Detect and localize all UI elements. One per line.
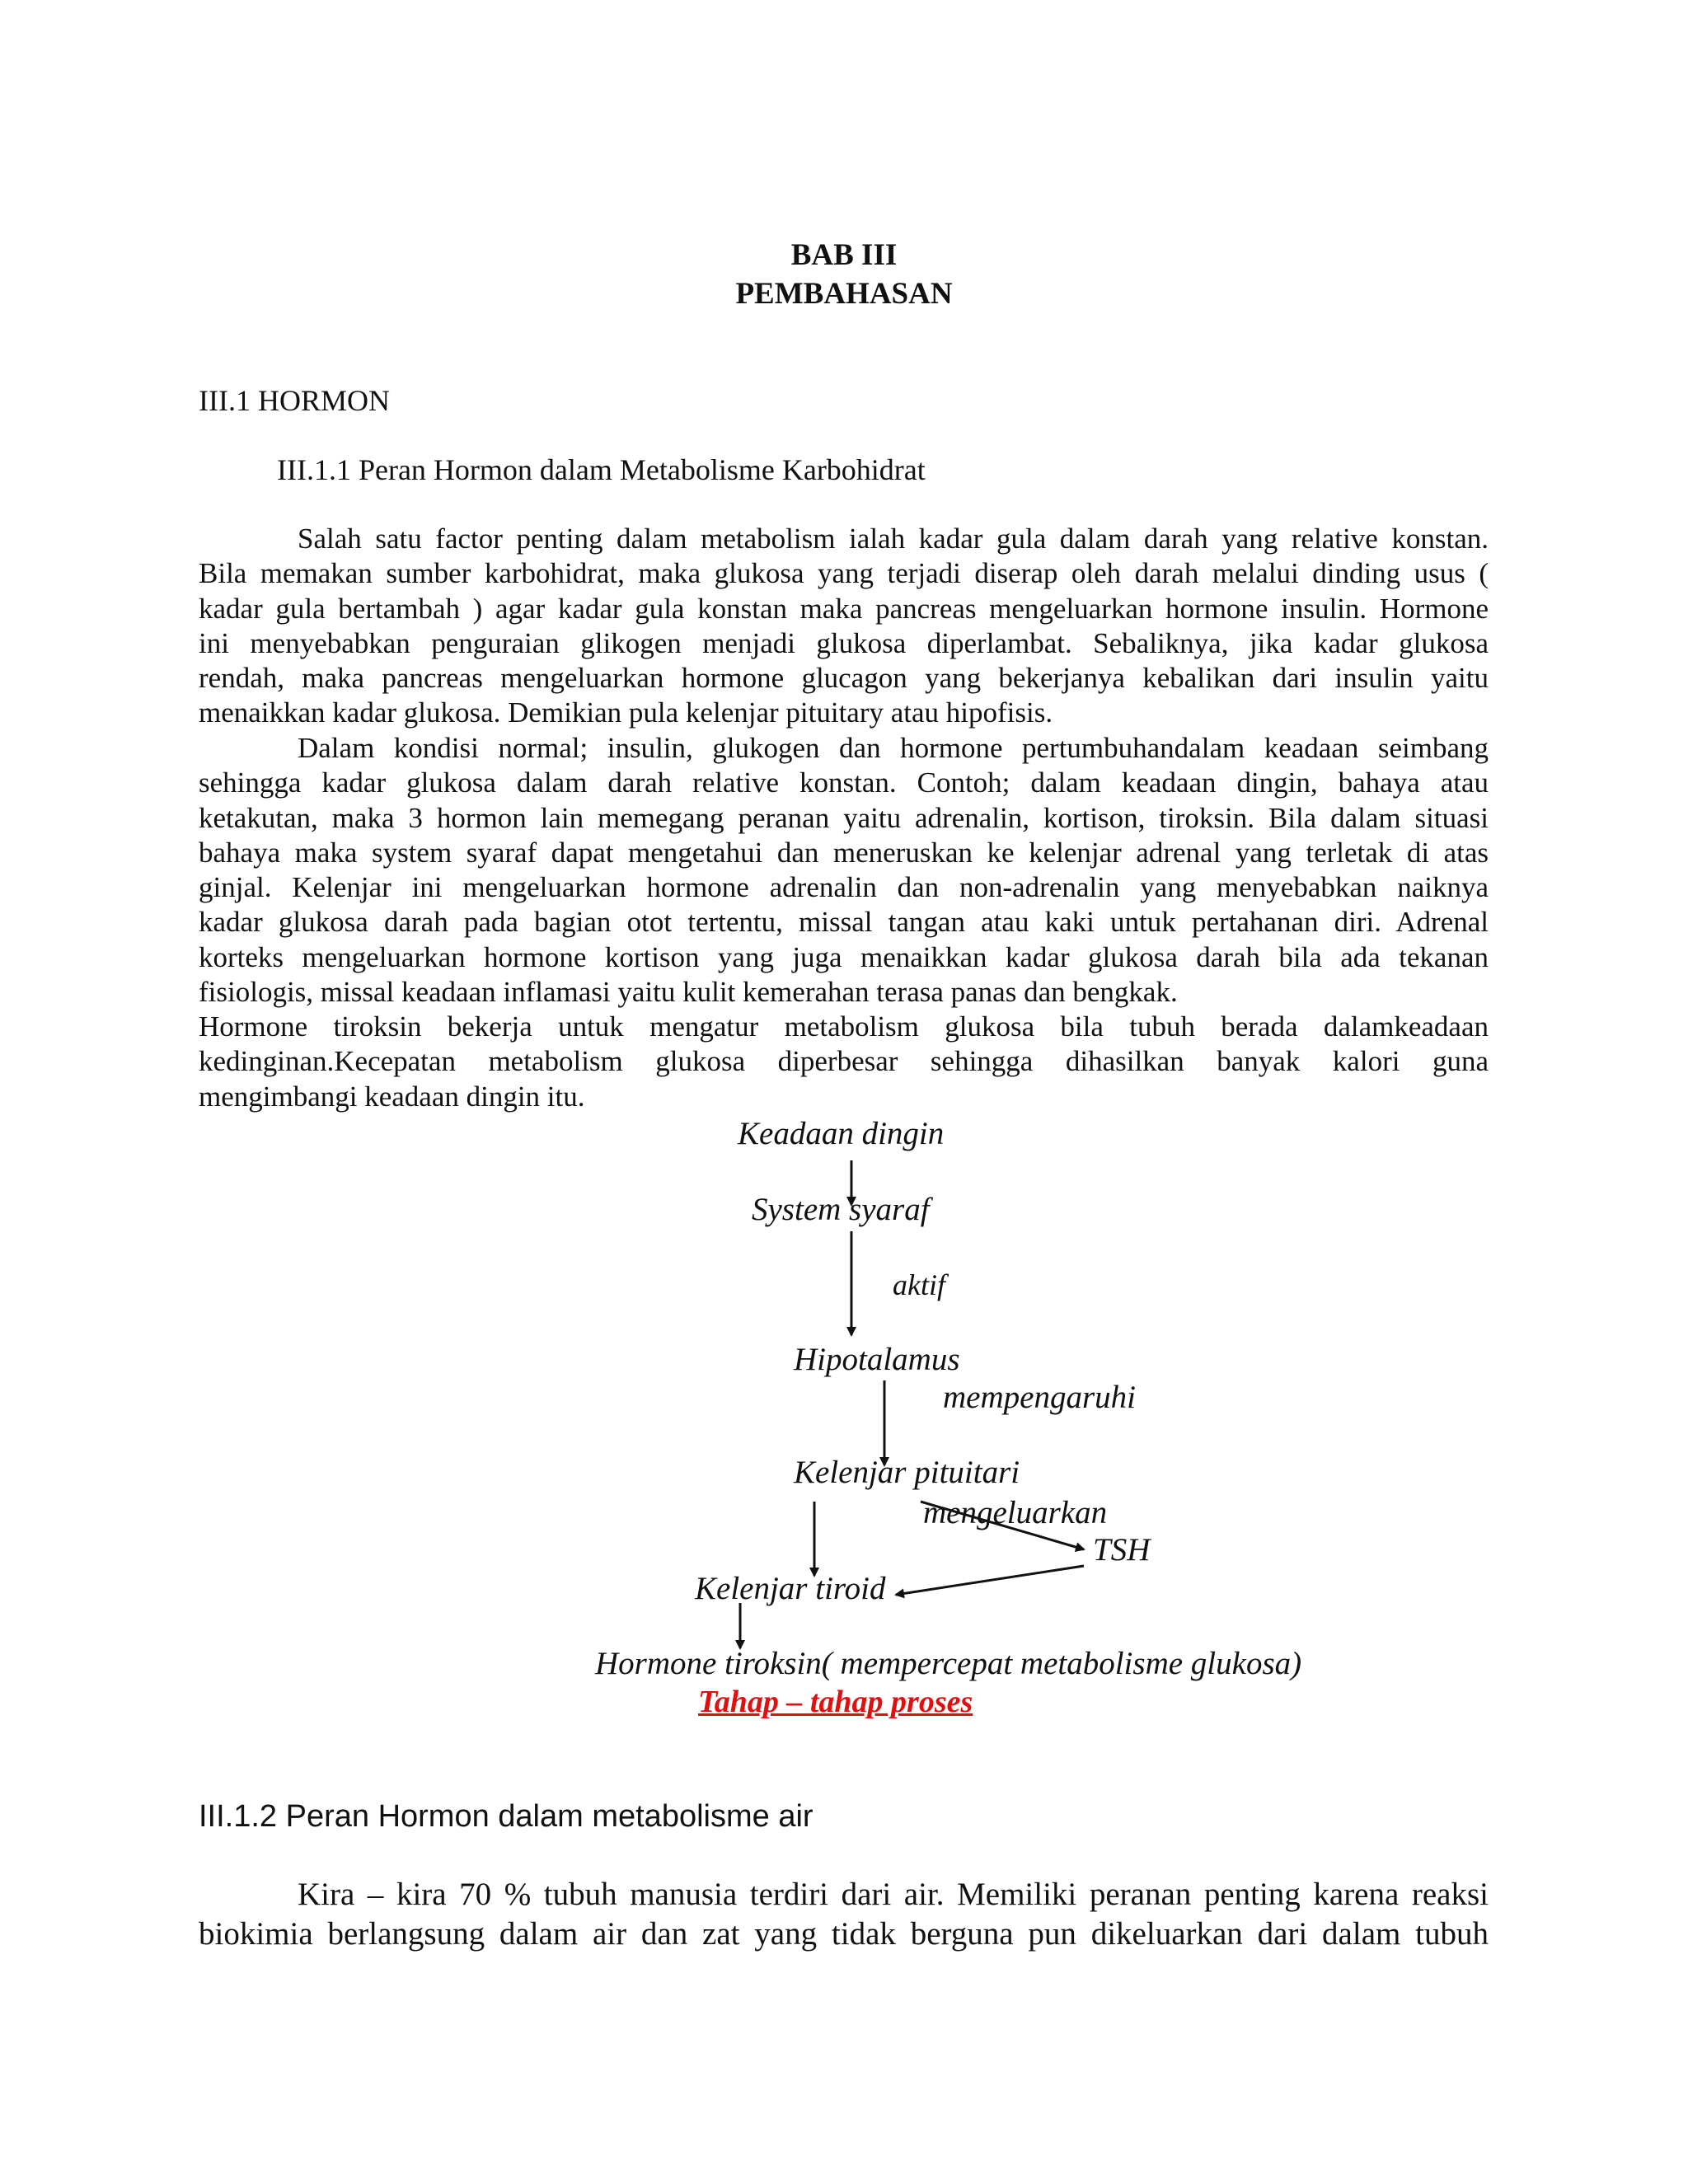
subsection-title: III.1.1 Peran Hormon dalam Metabolisme Karbohidrat xyxy=(277,453,926,486)
paragraph-line: biokimia berlangsung dalam air dan zat yang tidak berguna pun dikeluarkan dari dalam tubuh xyxy=(199,1916,1489,1952)
flow-node-kelenjar-pituitari: Kelenjar pituitari xyxy=(794,1455,1020,1490)
flow-node-system-syaraf: System syaraf xyxy=(752,1192,930,1227)
paragraph-line: sehingga kadar glukosa dalam darah relative konstan. Contoh; dalam keadaan dingin, bahaya atau xyxy=(199,766,1489,799)
paragraph-line: Dalam kondisi normal; insulin, glukogen dan hormone pertumbuhandalam keadaan seimbang xyxy=(298,732,1489,764)
flow-label-mengeluarkan: mengeluarkan xyxy=(923,1495,1108,1530)
paragraph-line: Salah satu factor penting dalam metabolism ialah kadar gula dalam darah yang relative konstan. xyxy=(298,523,1489,555)
flow-node-hipotalamus: Hipotalamus xyxy=(794,1342,960,1377)
paragraph-line: fisiologis, missal keadaan inflamasi yaitu kulit kemerahan terasa panas dan bengkak. xyxy=(199,976,1178,1009)
chapter-title: PEMBAHASAN xyxy=(735,277,953,311)
paragraph-line: bahaya maka system syaraf dapat mengetahui dan meneruskan ke kelenjar adrenal yang terletak di atas xyxy=(199,836,1489,869)
flow-node-tsh: TSH xyxy=(1093,1532,1151,1568)
subsection-title-water: III.1.2 Peran Hormon dalam metabolisme air xyxy=(199,1799,814,1834)
paragraph-line: kedinginan.Kecepatan metabolism glukosa diperbesar sehingga dihasilkan banyak kalori guna xyxy=(199,1045,1489,1078)
paragraph-line: Bila memakan sumber karbohidrat, maka glukosa yang terjadi diserap oleh darah melalui dinding usus ( xyxy=(199,557,1489,590)
paragraph-line: kadar gula bertambah ) agar kadar gula konstan maka pancreas mengeluarkan hormone insulin. Hormone xyxy=(199,592,1489,625)
flow-label-aktif: aktif xyxy=(893,1268,945,1301)
flowchart-caption: Tahap – tahap proses xyxy=(698,1685,973,1719)
paragraph-line: menaikkan kadar glukosa. Demikian pula kelenjar pituitary atau hipofisis. xyxy=(199,696,1053,729)
paragraph-line: ketakutan, maka 3 hormon lain memegang peranan yaitu adrenalin, kortison, tiroksin. Bila dalam situasi xyxy=(199,801,1489,834)
chapter-number: BAB III xyxy=(790,238,898,272)
paragraph-line: Kira – kira 70 % tubuh manusia terdiri dari air. Memiliki peranan penting karena reaksi xyxy=(298,1877,1489,1912)
flow-node-hormone-tiroksin: Hormone tiroksin( mempercepat metabolisme glukosa) xyxy=(595,1646,1302,1681)
paragraph-line: korteks mengeluarkan hormone kortison yang juga menaikkan kadar glukosa darah bila ada tekanan xyxy=(199,940,1489,973)
paragraph-line: Hormone tiroksin bekerja untuk mengatur metabolism glukosa bila tubuh berada dalamkeadaan xyxy=(199,1010,1489,1043)
paragraph-line: rendah, maka pancreas mengeluarkan hormone glucagon yang bekerjanya kebalikan dari insulin yaitu xyxy=(199,662,1489,695)
flow-node-kelenjar-tiroid: Kelenjar tiroid xyxy=(695,1571,886,1606)
flow-label-mempengaruhi: mempengaruhi xyxy=(943,1380,1136,1415)
paragraph-line: mengimbangi keadaan dingin itu. xyxy=(199,1080,585,1113)
paragraph-line: kadar glukosa darah pada bagian otot tertentu, missal tangan atau kaki untuk pertahanan diri. Adrenal xyxy=(199,906,1489,939)
paragraph-water-metabolism xyxy=(199,1875,1489,1954)
section-title: III.1 HORMON xyxy=(199,384,390,417)
arrow-tsh-to-tiroid xyxy=(896,1566,1084,1595)
paragraph-line: ini menyebabkan penguraian glikogen menjadi glukosa diperlambat. Sebaliknya, jika kadar glukosa xyxy=(199,626,1489,659)
paragraph-line: ginjal. Kelenjar ini mengeluarkan hormone adrenalin dan non-adrenalin yang menyebabkan naiknya xyxy=(199,871,1489,904)
flow-node-keadaan-dingin: Keadaan dingin xyxy=(738,1116,945,1151)
